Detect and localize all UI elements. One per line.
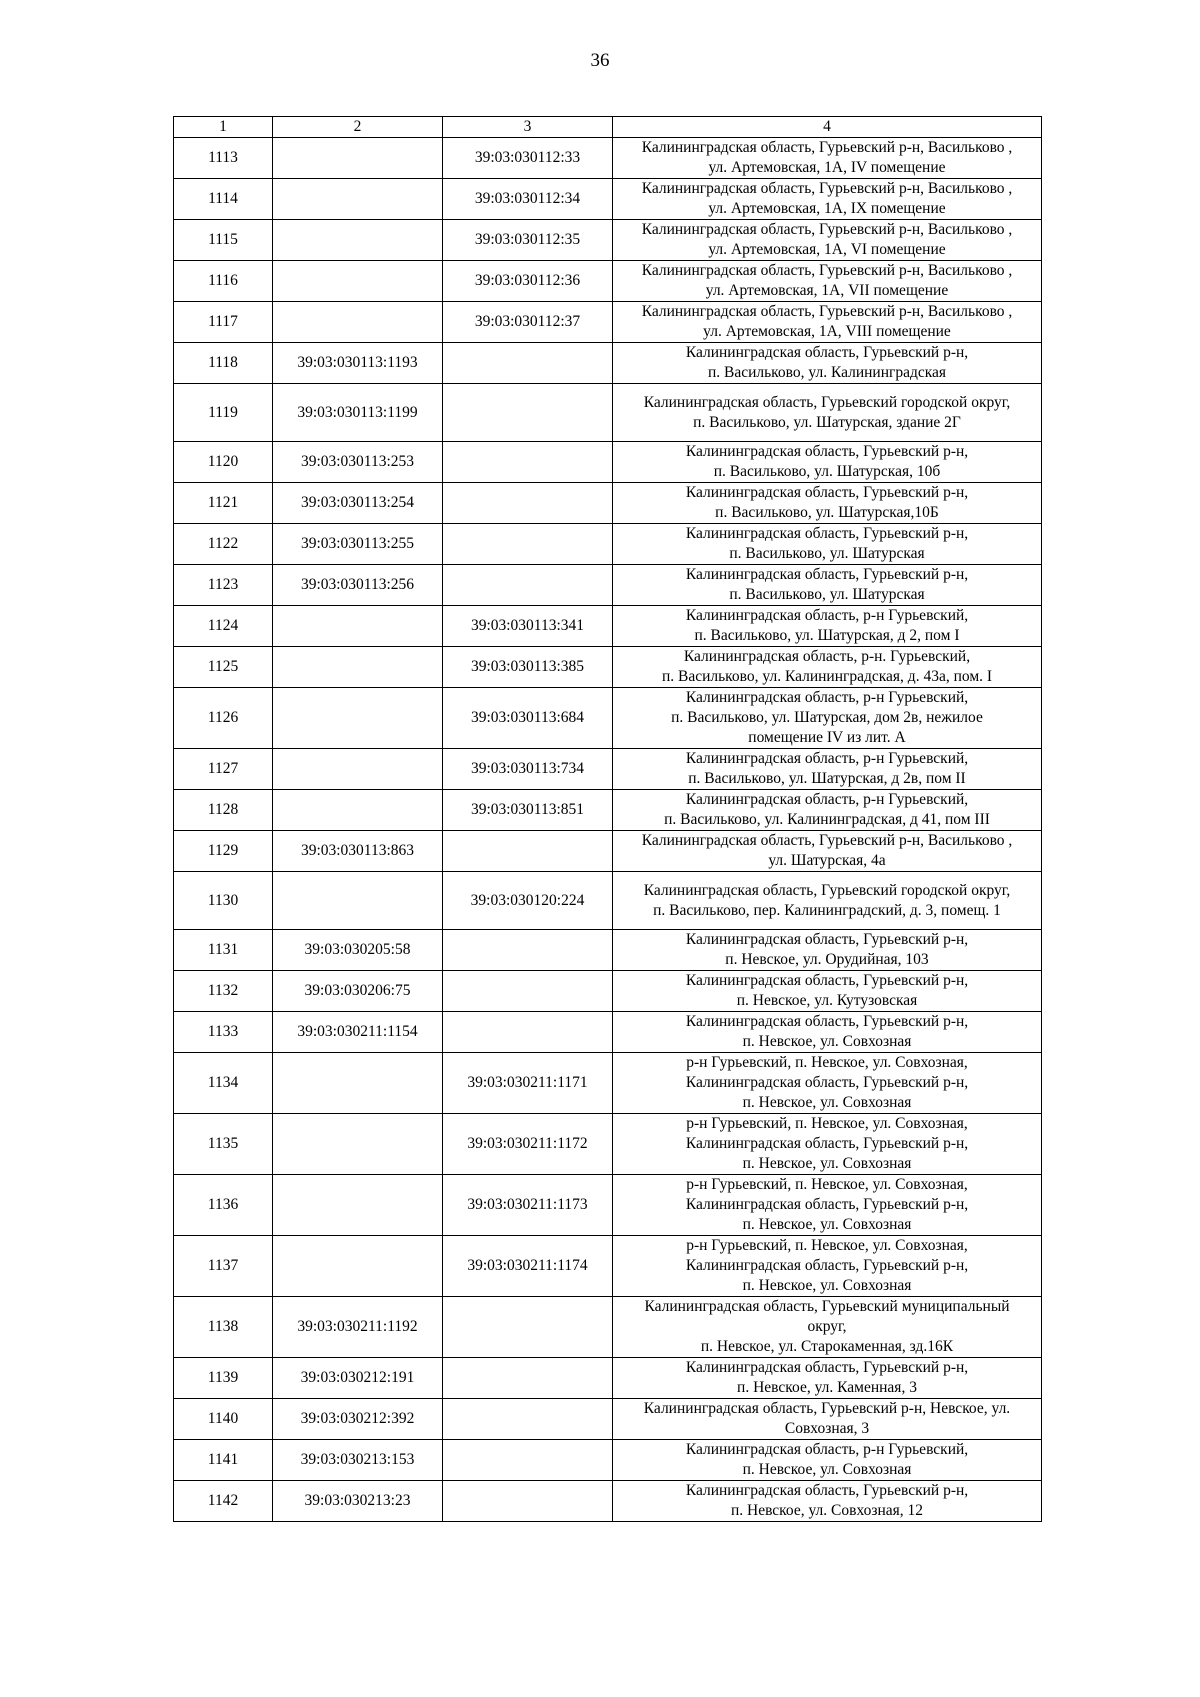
address-line: п. Васильково, ул. Калининградская, д 41, пом III bbox=[664, 811, 990, 828]
address-line: Совхозная, 3 bbox=[784, 1420, 870, 1437]
row-number-cell: 1124 bbox=[174, 606, 273, 647]
address-cell bbox=[613, 1114, 1042, 1175]
address-cell bbox=[613, 872, 1042, 930]
address-cell bbox=[613, 565, 1042, 606]
address-cell bbox=[613, 606, 1042, 647]
address-cell bbox=[613, 302, 1042, 343]
address-line: округ, bbox=[807, 1318, 847, 1335]
row-number-cell: 1126 bbox=[174, 688, 273, 749]
row-number-cell: 1138 bbox=[174, 1297, 273, 1358]
table-row bbox=[174, 565, 1042, 606]
parcel-number-cell bbox=[273, 872, 443, 930]
premise-number-cell bbox=[443, 1012, 613, 1053]
premise-number-cell: 39:03:030112:34 bbox=[443, 179, 613, 220]
parcel-number-cell bbox=[273, 1236, 443, 1297]
premise-number-cell bbox=[443, 1440, 613, 1481]
address-line: Калининградская область, р-н Гурьевский, bbox=[685, 750, 969, 767]
address-line: п. Невское, ул. Совхозная bbox=[742, 1094, 912, 1111]
address-line: Калининградская область, Гурьевский р-н, bbox=[685, 1196, 969, 1213]
table-row bbox=[174, 1481, 1042, 1522]
parcel-number-cell bbox=[273, 179, 443, 220]
table-row bbox=[174, 483, 1042, 524]
premise-number-cell: 39:03:030112:33 bbox=[443, 138, 613, 179]
parcel-number-cell bbox=[273, 220, 443, 261]
row-number-cell: 1125 bbox=[174, 647, 273, 688]
premise-number-cell bbox=[443, 1399, 613, 1440]
address-line: п. Невское, ул. Каменная, 3 bbox=[737, 1379, 917, 1396]
address-line: п. Невское, ул. Совхозная bbox=[742, 1155, 912, 1172]
premise-number-cell: 39:03:030113:341 bbox=[443, 606, 613, 647]
table-row bbox=[174, 831, 1042, 872]
parcel-number-cell: 39:03:030113:1199 bbox=[273, 384, 443, 442]
table-body bbox=[174, 117, 1042, 1522]
row-number-cell: 1135 bbox=[174, 1114, 273, 1175]
parcel-number-cell: 39:03:030113:1193 bbox=[273, 343, 443, 384]
address-line: ул. Артемовская, 1А, VII помещение bbox=[705, 282, 949, 299]
address-line: помещение IV из лит. А bbox=[748, 729, 906, 746]
table-row bbox=[174, 790, 1042, 831]
address-line: р-н Гурьевский, п. Невское, ул. Совхозная, bbox=[686, 1237, 968, 1254]
premise-number-cell: 39:03:030113:385 bbox=[443, 647, 613, 688]
address-line: п. Васильково, ул. Шатурская, д 2, пом I bbox=[694, 627, 960, 644]
page-number: 36 bbox=[590, 50, 610, 71]
row-number-cell: 1121 bbox=[174, 483, 273, 524]
address-cell bbox=[613, 647, 1042, 688]
premise-number-cell: 39:03:030211:1173 bbox=[443, 1175, 613, 1236]
row-number-cell: 1130 bbox=[174, 872, 273, 930]
address-line: Калининградская область, р-н. Гурьевский, bbox=[683, 648, 971, 665]
address-line: Калининградская область, р-н Гурьевский, bbox=[685, 689, 969, 706]
table-row bbox=[174, 442, 1042, 483]
row-number-cell: 1117 bbox=[174, 302, 273, 343]
address-line: Калининградская область, Гурьевский р-н, Васильково , bbox=[641, 303, 1013, 320]
address-line: п. Невское, ул. Совхозная, 12 bbox=[730, 1502, 924, 1519]
address-line: п. Васильково, ул. Шатурская bbox=[729, 545, 925, 562]
address-line: Калининградская область, Гурьевский р-н, Васильково , bbox=[641, 139, 1013, 156]
address-line: Калининградская область, Гурьевский р-н, bbox=[685, 443, 969, 460]
address-cell bbox=[613, 384, 1042, 442]
parcel-number-cell bbox=[273, 261, 443, 302]
row-number-cell: 1141 bbox=[174, 1440, 273, 1481]
row-number-cell: 1123 bbox=[174, 565, 273, 606]
address-cell bbox=[613, 1399, 1042, 1440]
address-cell bbox=[613, 1236, 1042, 1297]
table-row bbox=[174, 1114, 1042, 1175]
address-line: п. Васильково, ул. Калининградская, д. 43а, пом. I bbox=[661, 668, 993, 685]
parcel-number-cell bbox=[273, 138, 443, 179]
premise-number-cell: 39:03:030113:734 bbox=[443, 749, 613, 790]
premise-number-cell bbox=[443, 483, 613, 524]
address-line: ул. Артемовская, 1А, VI помещение bbox=[708, 241, 946, 258]
column-header-3: 3 bbox=[443, 117, 613, 138]
row-number-cell: 1127 bbox=[174, 749, 273, 790]
address-line: Калининградская область, Гурьевский р-н, bbox=[685, 484, 969, 501]
premise-number-cell bbox=[443, 1481, 613, 1522]
premise-number-cell bbox=[443, 1358, 613, 1399]
parcel-number-cell: 39:03:030211:1192 bbox=[273, 1297, 443, 1358]
address-line: п. Васильково, ул. Калининградская bbox=[707, 364, 947, 381]
table-row bbox=[174, 1297, 1042, 1358]
row-number-cell: 1131 bbox=[174, 930, 273, 971]
premise-number-cell: 39:03:030120:224 bbox=[443, 872, 613, 930]
parcel-number-cell: 39:03:030113:255 bbox=[273, 524, 443, 565]
address-line: Калининградская область, Гурьевский р-н, Васильково , bbox=[641, 180, 1013, 197]
premise-number-cell: 39:03:030112:37 bbox=[443, 302, 613, 343]
row-number-cell: 1120 bbox=[174, 442, 273, 483]
table-row bbox=[174, 138, 1042, 179]
address-cell bbox=[613, 1175, 1042, 1236]
table-row bbox=[174, 1236, 1042, 1297]
table-row bbox=[174, 606, 1042, 647]
table-row bbox=[174, 1012, 1042, 1053]
parcel-number-cell bbox=[273, 1053, 443, 1114]
address-line: п. Васильково, ул. Шатурская, 10б bbox=[713, 463, 941, 480]
parcel-number-cell: 39:03:030213:153 bbox=[273, 1440, 443, 1481]
row-number-cell: 1133 bbox=[174, 1012, 273, 1053]
premise-number-cell: 39:03:030211:1171 bbox=[443, 1053, 613, 1114]
row-number-cell: 1119 bbox=[174, 384, 273, 442]
address-line: Калининградская область, р-н Гурьевский, bbox=[685, 607, 969, 624]
row-number-cell: 1132 bbox=[174, 971, 273, 1012]
address-cell bbox=[613, 971, 1042, 1012]
address-line: Калининградская область, Гурьевский р-н, Невское, ул. bbox=[643, 1400, 1011, 1417]
row-number-cell: 1118 bbox=[174, 343, 273, 384]
premise-number-cell bbox=[443, 343, 613, 384]
row-number-cell: 1128 bbox=[174, 790, 273, 831]
address-cell bbox=[613, 1012, 1042, 1053]
address-cell bbox=[613, 524, 1042, 565]
table-header-row bbox=[174, 117, 1042, 138]
address-line: п. Невское, ул. Орудийная, 103 bbox=[725, 951, 929, 968]
address-line: Калининградская область, р-н Гурьевский, bbox=[685, 791, 969, 808]
address-line: п. Васильково, пер. Калининградский, д. 3, помещ. 1 bbox=[653, 901, 1001, 919]
parcel-number-cell bbox=[273, 1114, 443, 1175]
column-header-2: 2 bbox=[273, 117, 443, 138]
column-header-4: 4 bbox=[613, 117, 1042, 138]
address-cell bbox=[613, 220, 1042, 261]
address-cell bbox=[613, 790, 1042, 831]
address-cell bbox=[613, 261, 1042, 302]
premise-number-cell: 39:03:030113:851 bbox=[443, 790, 613, 831]
table-row bbox=[174, 749, 1042, 790]
parcel-number-cell: 39:03:030205:58 bbox=[273, 930, 443, 971]
parcel-number-cell: 39:03:030213:23 bbox=[273, 1481, 443, 1522]
address-line: Калининградская область, Гурьевский р-н, Васильково , bbox=[641, 832, 1013, 849]
parcel-number-cell: 39:03:030212:191 bbox=[273, 1358, 443, 1399]
address-cell bbox=[613, 1297, 1042, 1358]
data-table bbox=[173, 116, 1042, 1522]
premise-number-cell bbox=[443, 1297, 613, 1358]
row-number-cell: 1116 bbox=[174, 261, 273, 302]
table-row bbox=[174, 384, 1042, 442]
address-line: Калининградская область, Гурьевский р-н, Васильково , bbox=[641, 221, 1013, 238]
table-row bbox=[174, 1399, 1042, 1440]
address-cell bbox=[613, 442, 1042, 483]
address-line: п. Невское, ул. Совхозная bbox=[742, 1033, 912, 1050]
address-line: п. Васильково, ул. Шатурская bbox=[729, 586, 925, 603]
parcel-number-cell bbox=[273, 302, 443, 343]
address-cell bbox=[613, 1053, 1042, 1114]
row-number-cell: 1134 bbox=[174, 1053, 273, 1114]
address-line: Калининградская область, Гурьевский р-н, bbox=[685, 525, 969, 542]
row-number-cell: 1114 bbox=[174, 179, 273, 220]
address-line: Калининградская область, Гурьевский р-н, bbox=[685, 931, 969, 948]
address-line: п. Васильково, ул. Шатурская, д 2в, пом II bbox=[688, 770, 966, 787]
parcel-number-cell: 39:03:030113:863 bbox=[273, 831, 443, 872]
premise-number-cell: 39:03:030211:1174 bbox=[443, 1236, 613, 1297]
row-number-cell: 1113 bbox=[174, 138, 273, 179]
table-row bbox=[174, 872, 1042, 930]
parcel-number-cell: 39:03:030113:253 bbox=[273, 442, 443, 483]
premise-number-cell bbox=[443, 971, 613, 1012]
address-line: Калининградская область, Гурьевский р-н, bbox=[685, 1135, 969, 1152]
table-row bbox=[174, 302, 1042, 343]
parcel-number-cell: 39:03:030113:256 bbox=[273, 565, 443, 606]
table-row bbox=[174, 524, 1042, 565]
address-cell bbox=[613, 749, 1042, 790]
table-row bbox=[174, 1440, 1042, 1481]
table-row bbox=[174, 1358, 1042, 1399]
address-cell bbox=[613, 1358, 1042, 1399]
parcel-number-cell: 39:03:030212:392 bbox=[273, 1399, 443, 1440]
address-line: п. Васильково, ул. Шатурская, дом 2в, нежилое bbox=[671, 709, 983, 726]
address-line: Калининградская область, Гурьевский городской округ, bbox=[643, 393, 1011, 411]
table-row bbox=[174, 343, 1042, 384]
address-line: Калининградская область, Гурьевский р-н, bbox=[685, 1257, 969, 1274]
premise-number-cell: 39:03:030112:36 bbox=[443, 261, 613, 302]
address-line: Калининградская область, Гурьевский муниципальный bbox=[644, 1298, 1010, 1315]
row-number-cell: 1142 bbox=[174, 1481, 273, 1522]
table-row bbox=[174, 179, 1042, 220]
parcel-number-cell bbox=[273, 749, 443, 790]
premise-number-cell bbox=[443, 442, 613, 483]
premise-number-cell bbox=[443, 930, 613, 971]
address-cell bbox=[613, 688, 1042, 749]
address-line: Калининградская область, Гурьевский р-н, bbox=[685, 1013, 969, 1030]
parcel-number-cell bbox=[273, 606, 443, 647]
address-line: п. Невское, ул. Совхозная bbox=[742, 1277, 912, 1294]
address-line: Калининградская область, Гурьевский р-н, Васильково , bbox=[641, 262, 1013, 279]
parcel-number-cell bbox=[273, 790, 443, 831]
row-number-cell: 1136 bbox=[174, 1175, 273, 1236]
parcel-number-cell: 39:03:030113:254 bbox=[273, 483, 443, 524]
table-row bbox=[174, 688, 1042, 749]
row-number-cell: 1139 bbox=[174, 1358, 273, 1399]
premise-number-cell bbox=[443, 384, 613, 442]
address-cell bbox=[613, 138, 1042, 179]
address-cell bbox=[613, 1481, 1042, 1522]
address-line: Калининградская область, Гурьевский р-н, bbox=[685, 972, 969, 989]
table-row bbox=[174, 647, 1042, 688]
address-cell bbox=[613, 1440, 1042, 1481]
address-line: р-н Гурьевский, п. Невское, ул. Совхозная, bbox=[686, 1054, 968, 1071]
address-line: ул. Артемовская, 1А, VIII помещение bbox=[703, 323, 951, 340]
address-cell bbox=[613, 483, 1042, 524]
parcel-number-cell: 39:03:030206:75 bbox=[273, 971, 443, 1012]
address-line: ул. Артемовская, 1А, IV помещение bbox=[708, 159, 946, 176]
address-cell bbox=[613, 179, 1042, 220]
address-cell bbox=[613, 930, 1042, 971]
address-line: п. Невское, ул. Совхозная bbox=[742, 1461, 912, 1478]
parcel-number-cell bbox=[273, 688, 443, 749]
address-line: п. Васильково, ул. Шатурская,10Б bbox=[715, 504, 939, 521]
column-header-1: 1 bbox=[174, 117, 273, 138]
row-number-cell: 1140 bbox=[174, 1399, 273, 1440]
address-line: Калининградская область, р-н Гурьевский, bbox=[685, 1441, 969, 1458]
premise-number-cell bbox=[443, 524, 613, 565]
address-line: п. Невское, ул. Старокаменная, зд.16К bbox=[700, 1338, 954, 1355]
row-number-cell: 1137 bbox=[174, 1236, 273, 1297]
premise-number-cell bbox=[443, 565, 613, 606]
address-line: Калининградская область, Гурьевский р-н, bbox=[685, 1359, 969, 1376]
row-number-cell: 1122 bbox=[174, 524, 273, 565]
premise-number-cell: 39:03:030113:684 bbox=[443, 688, 613, 749]
table-row bbox=[174, 261, 1042, 302]
table-row bbox=[174, 220, 1042, 261]
table-row bbox=[174, 930, 1042, 971]
parcel-number-cell bbox=[273, 1175, 443, 1236]
address-line: Калининградская область, Гурьевский р-н, bbox=[685, 1482, 969, 1499]
address-line: р-н Гурьевский, п. Невское, ул. Совхозная, bbox=[686, 1176, 968, 1193]
address-line: ул. Артемовская, 1А, IX помещение bbox=[708, 200, 946, 217]
table-row bbox=[174, 971, 1042, 1012]
row-number-cell: 1115 bbox=[174, 220, 273, 261]
premise-number-cell bbox=[443, 831, 613, 872]
address-line: Калининградская область, Гурьевский р-н, bbox=[685, 1074, 969, 1091]
table-row bbox=[174, 1053, 1042, 1114]
address-cell bbox=[613, 343, 1042, 384]
parcel-number-cell: 39:03:030211:1154 bbox=[273, 1012, 443, 1053]
address-line: п. Васильково, ул. Шатурская, здание 2Г bbox=[693, 413, 961, 431]
address-line: п. Невское, ул. Совхозная bbox=[742, 1216, 912, 1233]
address-cell bbox=[613, 831, 1042, 872]
premise-number-cell: 39:03:030112:35 bbox=[443, 220, 613, 261]
address-line: р-н Гурьевский, п. Невское, ул. Совхозная, bbox=[686, 1115, 968, 1132]
address-line: Калининградская область, Гурьевский р-н, bbox=[685, 344, 969, 361]
premise-number-cell: 39:03:030211:1172 bbox=[443, 1114, 613, 1175]
parcel-number-cell bbox=[273, 647, 443, 688]
address-line: Калининградская область, Гурьевский городской округ, bbox=[643, 881, 1011, 899]
address-line: п. Невское, ул. Кутузовская bbox=[736, 992, 918, 1009]
address-line: Калининградская область, Гурьевский р-н, bbox=[685, 566, 969, 583]
table-row bbox=[174, 1175, 1042, 1236]
row-number-cell: 1129 bbox=[174, 831, 273, 872]
address-line: ул. Шатурская, 4а bbox=[768, 852, 886, 869]
